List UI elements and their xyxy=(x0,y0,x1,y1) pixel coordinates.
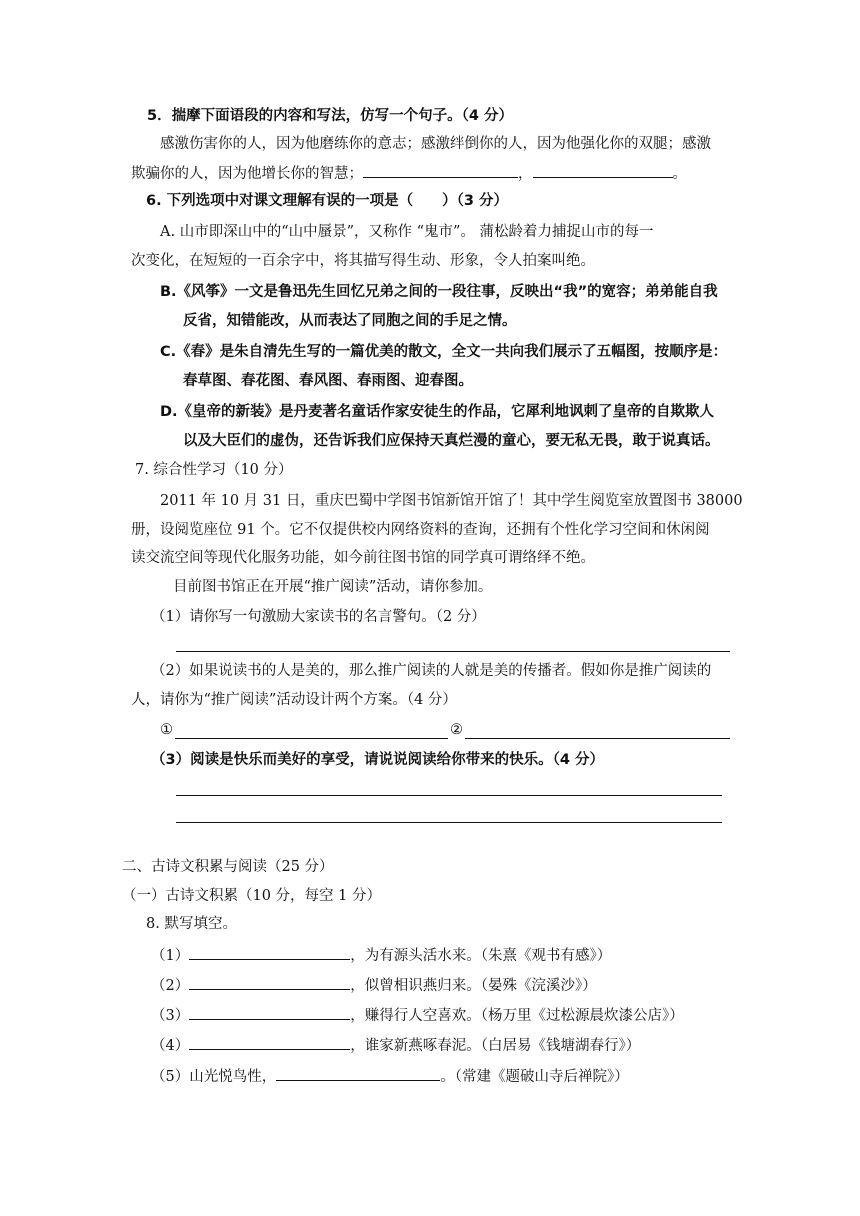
q8-answer-blank[interactable] xyxy=(189,1034,350,1050)
q8-item-number: （4） xyxy=(151,1038,190,1054)
q6-option-d-line2: 以及大臣们的虚伪，还告诉我们应保持天真烂漫的童心，要无私无畏，敢于说真话。 xyxy=(183,433,720,449)
q5-title: 5．揣摩下面语段的内容和写法，仿写一个句子。（4 分） xyxy=(147,108,513,124)
q5-answer-blank-1[interactable] xyxy=(363,162,518,178)
q6-title: 6. 下列选项中对课文理解有误的一项是（ ）（3 分） xyxy=(146,193,509,209)
q6-option-a-line2: 次变化，在短短的一百余字中，将其描写得生动、形象，令人拍案叫绝。 xyxy=(131,253,595,269)
q8-item-prefix: 山光悦鸟性， xyxy=(189,1069,277,1085)
q7-sub1-answer-line[interactable] xyxy=(176,651,730,652)
q7-sub1: （1）请你写一句激励大家读书的名言警句。（2 分） xyxy=(151,609,486,625)
q8-item-number: （3） xyxy=(151,1008,190,1024)
q6-option-a-line1: A. 山市即深山中的“山中蜃景”，又称作 “鬼市”。 蒲松龄着力捕捉山市的每一 xyxy=(160,224,654,240)
q7-sub3: （3）阅读是快乐而美好的享受，请说说阅读给你带来的快乐。（4 分） xyxy=(151,752,604,768)
q6-option-d-line1: D.《皇帝的新装》是丹麦著名童话作家安徒生的作品，它犀利地讽刺了皇帝的自欺欺人 xyxy=(160,404,715,420)
q8-title: 8. 默写填空。 xyxy=(146,916,237,932)
q7-sub2-marker-1: ① xyxy=(160,722,173,738)
q5-quote-prefix: 欺骗你的人，因为他增长你的智慧； xyxy=(131,166,363,182)
q7-sub2-answer-line-1[interactable] xyxy=(175,738,448,739)
q8-item-4 xyxy=(151,1034,640,1056)
q7-sub3-answer-line-1[interactable] xyxy=(176,795,722,796)
q7-sub2-marker-2: ② xyxy=(450,722,463,738)
q7-sub2-line2: 人，请你为“推广阅读”活动设计两个方案。（4 分） xyxy=(131,692,457,708)
q5-quote-line1: 感激伤害你的人，因为他磨练你的意志；感激绊倒你的人，因为他强化你的双腿；感激 xyxy=(160,136,711,152)
q8-answer-blank[interactable] xyxy=(189,1004,350,1020)
q7-passage-line2: 册，设阅览座位 91 个。它不仅提供校内网络资料的查询，还拥有个性化学习空间和休闲阅 xyxy=(131,522,710,538)
section2-subtitle: （一）古诗文积累（10 分，每空 1 分） xyxy=(122,888,382,904)
q7-passage-line4: 目前图书馆正在开展“推广阅读”活动，请你参加。 xyxy=(173,579,493,595)
q5-period: 。 xyxy=(672,166,687,182)
q7-title: 7. 综合性学习（10 分） xyxy=(135,462,293,478)
q8-item-1 xyxy=(151,944,611,966)
q8-answer-blank[interactable] xyxy=(189,974,350,990)
q6-option-c-line1: C.《春》是朱自清先生写的一篇优美的散文，全文一共向我们展示了五幅图，按顺序是： xyxy=(160,344,728,360)
q7-sub2-answer-line-2[interactable] xyxy=(465,738,730,739)
q8-item-text: ，为有源头活水来。（朱熹《观书有感》） xyxy=(350,948,612,964)
q6-option-b-line2: 反省，知错能改，从而表达了同胞之间的手足之情。 xyxy=(183,313,517,329)
q8-item-number: （5） xyxy=(151,1069,190,1085)
q8-item-3 xyxy=(151,1004,684,1026)
q5-answer-blank-2[interactable] xyxy=(533,162,673,178)
q8-item-text: 。（常建《题破山寺后禅院》） xyxy=(440,1069,629,1085)
q8-answer-blank[interactable] xyxy=(189,944,350,960)
q8-item-5 xyxy=(151,1065,629,1087)
q8-item-text: ，赚得行人空喜欢。（杨万里《过松源晨炊漆公店》） xyxy=(350,1008,684,1024)
q7-passage-line3: 读交流空间等现代化服务功能，如今前往图书馆的同学真可谓络绎不绝。 xyxy=(131,550,595,566)
q8-item-number: （2） xyxy=(151,978,190,994)
q5-comma: ， xyxy=(518,166,533,182)
q8-item-2 xyxy=(151,974,597,996)
q8-item-text: ，谁家新燕啄春泥。（白居易《钱塘湖春行》） xyxy=(350,1038,641,1054)
q8-answer-blank[interactable] xyxy=(276,1065,440,1081)
q6-option-c-line2: 春草图、春花图、春风图、春雨图、迎春图。 xyxy=(183,373,473,389)
q7-sub3-answer-line-2[interactable] xyxy=(176,822,722,823)
q5-quote-line2 xyxy=(131,162,687,184)
q7-passage-line1: 2011 年 10 月 31 日，重庆巴蜀中学图书馆新馆开馆了！其中学生阅览室放置图书 38000 xyxy=(160,493,743,509)
q7-sub2-line1: （2）如果说读书的人是美的，那么推广阅读的人就是美的传播者。假如你是推广阅读的 xyxy=(151,663,712,679)
section2-title: 二、古诗文积累与阅读（25 分） xyxy=(122,859,334,875)
q8-item-text: ，似曾相识燕归来。（晏殊《浣溪沙》） xyxy=(350,978,597,994)
q6-option-b-line1: B.《风筝》一文是鲁迅先生回忆兄弟之间的一段往事，反映出“我”的宽容；弟弟能自我 xyxy=(160,284,718,300)
q8-item-number: （1） xyxy=(151,948,190,964)
